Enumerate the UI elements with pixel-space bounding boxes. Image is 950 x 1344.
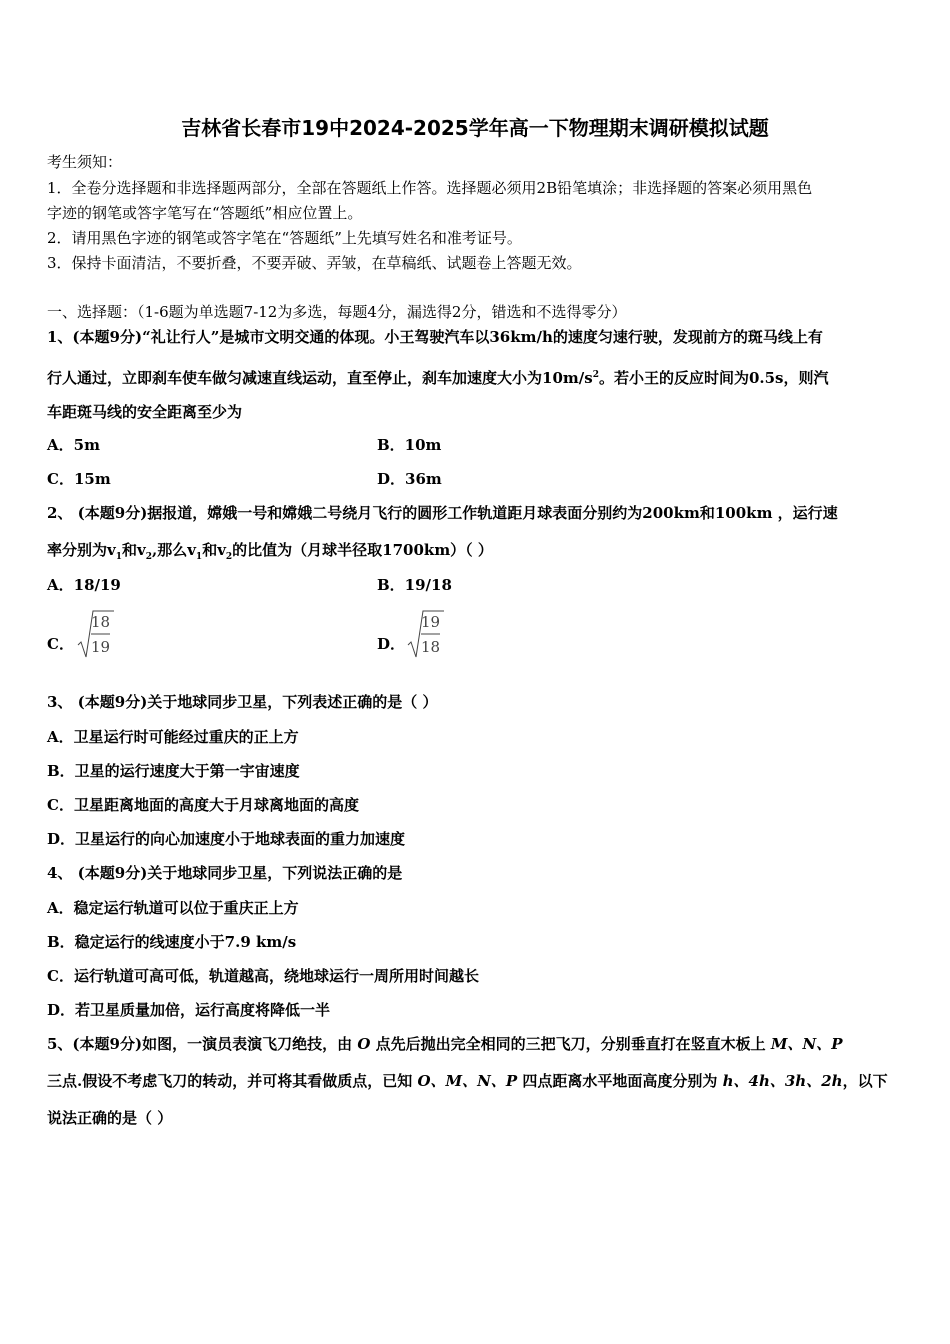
q1-stem-line2: 行人通过，立即刹车使车做匀减速直线运动，直至停止，刹车加速度大小为$10m/s^2$。若小王的反应时间为0.5s，则汽 [47, 369, 829, 387]
q2-option-a: A．18/19 [47, 576, 121, 594]
q4-option-c: C．运行轨道可高可低，轨道越高，绕地球运行一周所用时间越长 [47, 967, 479, 985]
fraction-denominator: 19 [91, 638, 111, 656]
q2-stem-line2: 率分别为$v_1$和$v_2$,那么$v_1$和$v_2$的比值为（月球半径取1700km）（ ） [47, 541, 493, 562]
q2-option-d-label: D． [377, 635, 406, 653]
q3-option-a: A．卫星运行时可能经过重庆的正上方 [47, 728, 299, 746]
q1-option-c: C．15m [47, 470, 111, 488]
notice-item-1: 1．全卷分选择题和非选择题两部分，全部在答题纸上作答。选择题必须用2B铅笔填涂；非选择题的答案必须用黑色 [47, 179, 813, 197]
q1-option-a: A．5m [47, 436, 100, 454]
q1-stem-line3: 车距斑马线的安全距离至少为 [47, 403, 243, 421]
q3-option-c: C．卫星距离地面的高度大于月球离地面的高度 [47, 796, 359, 814]
notice-heading: 考生须知： [47, 153, 123, 171]
q3-option-b: B．卫星的运行速度大于第一宇宙速度 [47, 762, 300, 780]
q1-option-b: B．10m [377, 436, 442, 454]
q4-stem: 4、 (本题9分)关于地球同步卫星，下列说法正确的是 [47, 864, 403, 882]
q4-option-d: D．若卫星质量加倍，运行高度将降低一半 [47, 1001, 331, 1019]
section-heading: 一、选择题：（1-6题为单选题7-12为多选，每题4分，漏选得2分，错选和不选得零分） [47, 303, 627, 321]
q2-stem-line1: 2、 (本题9分)据报道，嫦娥一号和嫦娥二号绕月飞行的圆形工作轨道距月球表面分别约为200km和100km ，运行速 [47, 504, 838, 522]
q3-option-d: D．卫星运行的向心加速度小于地球表面的重力加速度 [47, 830, 406, 848]
q2-option-c-sqrt-fraction [76, 609, 116, 657]
q2-option-d-sqrt-fraction [406, 609, 446, 657]
notice-item-3: 3．保持卡面清洁，不要折叠，不要弄破、弄皱，在草稿纸、试题卷上答题无效。 [47, 254, 582, 272]
q1-option-d: D．36m [377, 470, 442, 488]
fraction-numerator: 19 [421, 613, 441, 631]
q1-stem-line1: 1、(本题9分)“礼让行人”是城市文明交通的体现。小王驾驶汽车以36km/h的速度匀速行驶，发现前方的斑马线上有 [47, 328, 823, 346]
q2-option-c-label: C． [47, 635, 74, 653]
notice-item-1-cont: 字迹的钢笔或答字笔写在“答题纸”相应位置上。 [47, 204, 363, 222]
q4-option-a: A．稳定运行轨道可以位于重庆正上方 [47, 899, 299, 917]
q3-stem: 3、 (本题9分)关于地球同步卫星，下列表述正确的是（ ） [47, 693, 438, 711]
fraction-numerator: 18 [91, 613, 111, 631]
q5-stem-line1: 5、(本题9分)如图，一演员表演飞刀绝技，由 O 点先后抛出完全相同的三把飞刀，分别垂直打在竖直木板上 M、N、P [47, 1035, 843, 1053]
fraction-denominator: 18 [421, 638, 441, 656]
notice-item-2: 2．请用黑色字迹的钢笔或答字笔在“答题纸”上先填写姓名和准考证号。 [47, 229, 522, 247]
q5-stem-line2: 三点.假设不考虑飞刀的转动，并可将其看做质点，已知 O、M、N、P 四点距离水平地面高度分别为 h、4h、3h、2h，以下 [47, 1072, 888, 1090]
q4-option-b: B．稳定运行的线速度小于7.9 km/s [47, 933, 297, 951]
q2-option-b: B．19/18 [377, 576, 452, 594]
q5-stem-line3: 说法正确的是（ ） [47, 1109, 173, 1127]
page-title: 吉林省长春市19中2024-2025学年高一下物理期末调研模拟试题 [181, 116, 769, 140]
